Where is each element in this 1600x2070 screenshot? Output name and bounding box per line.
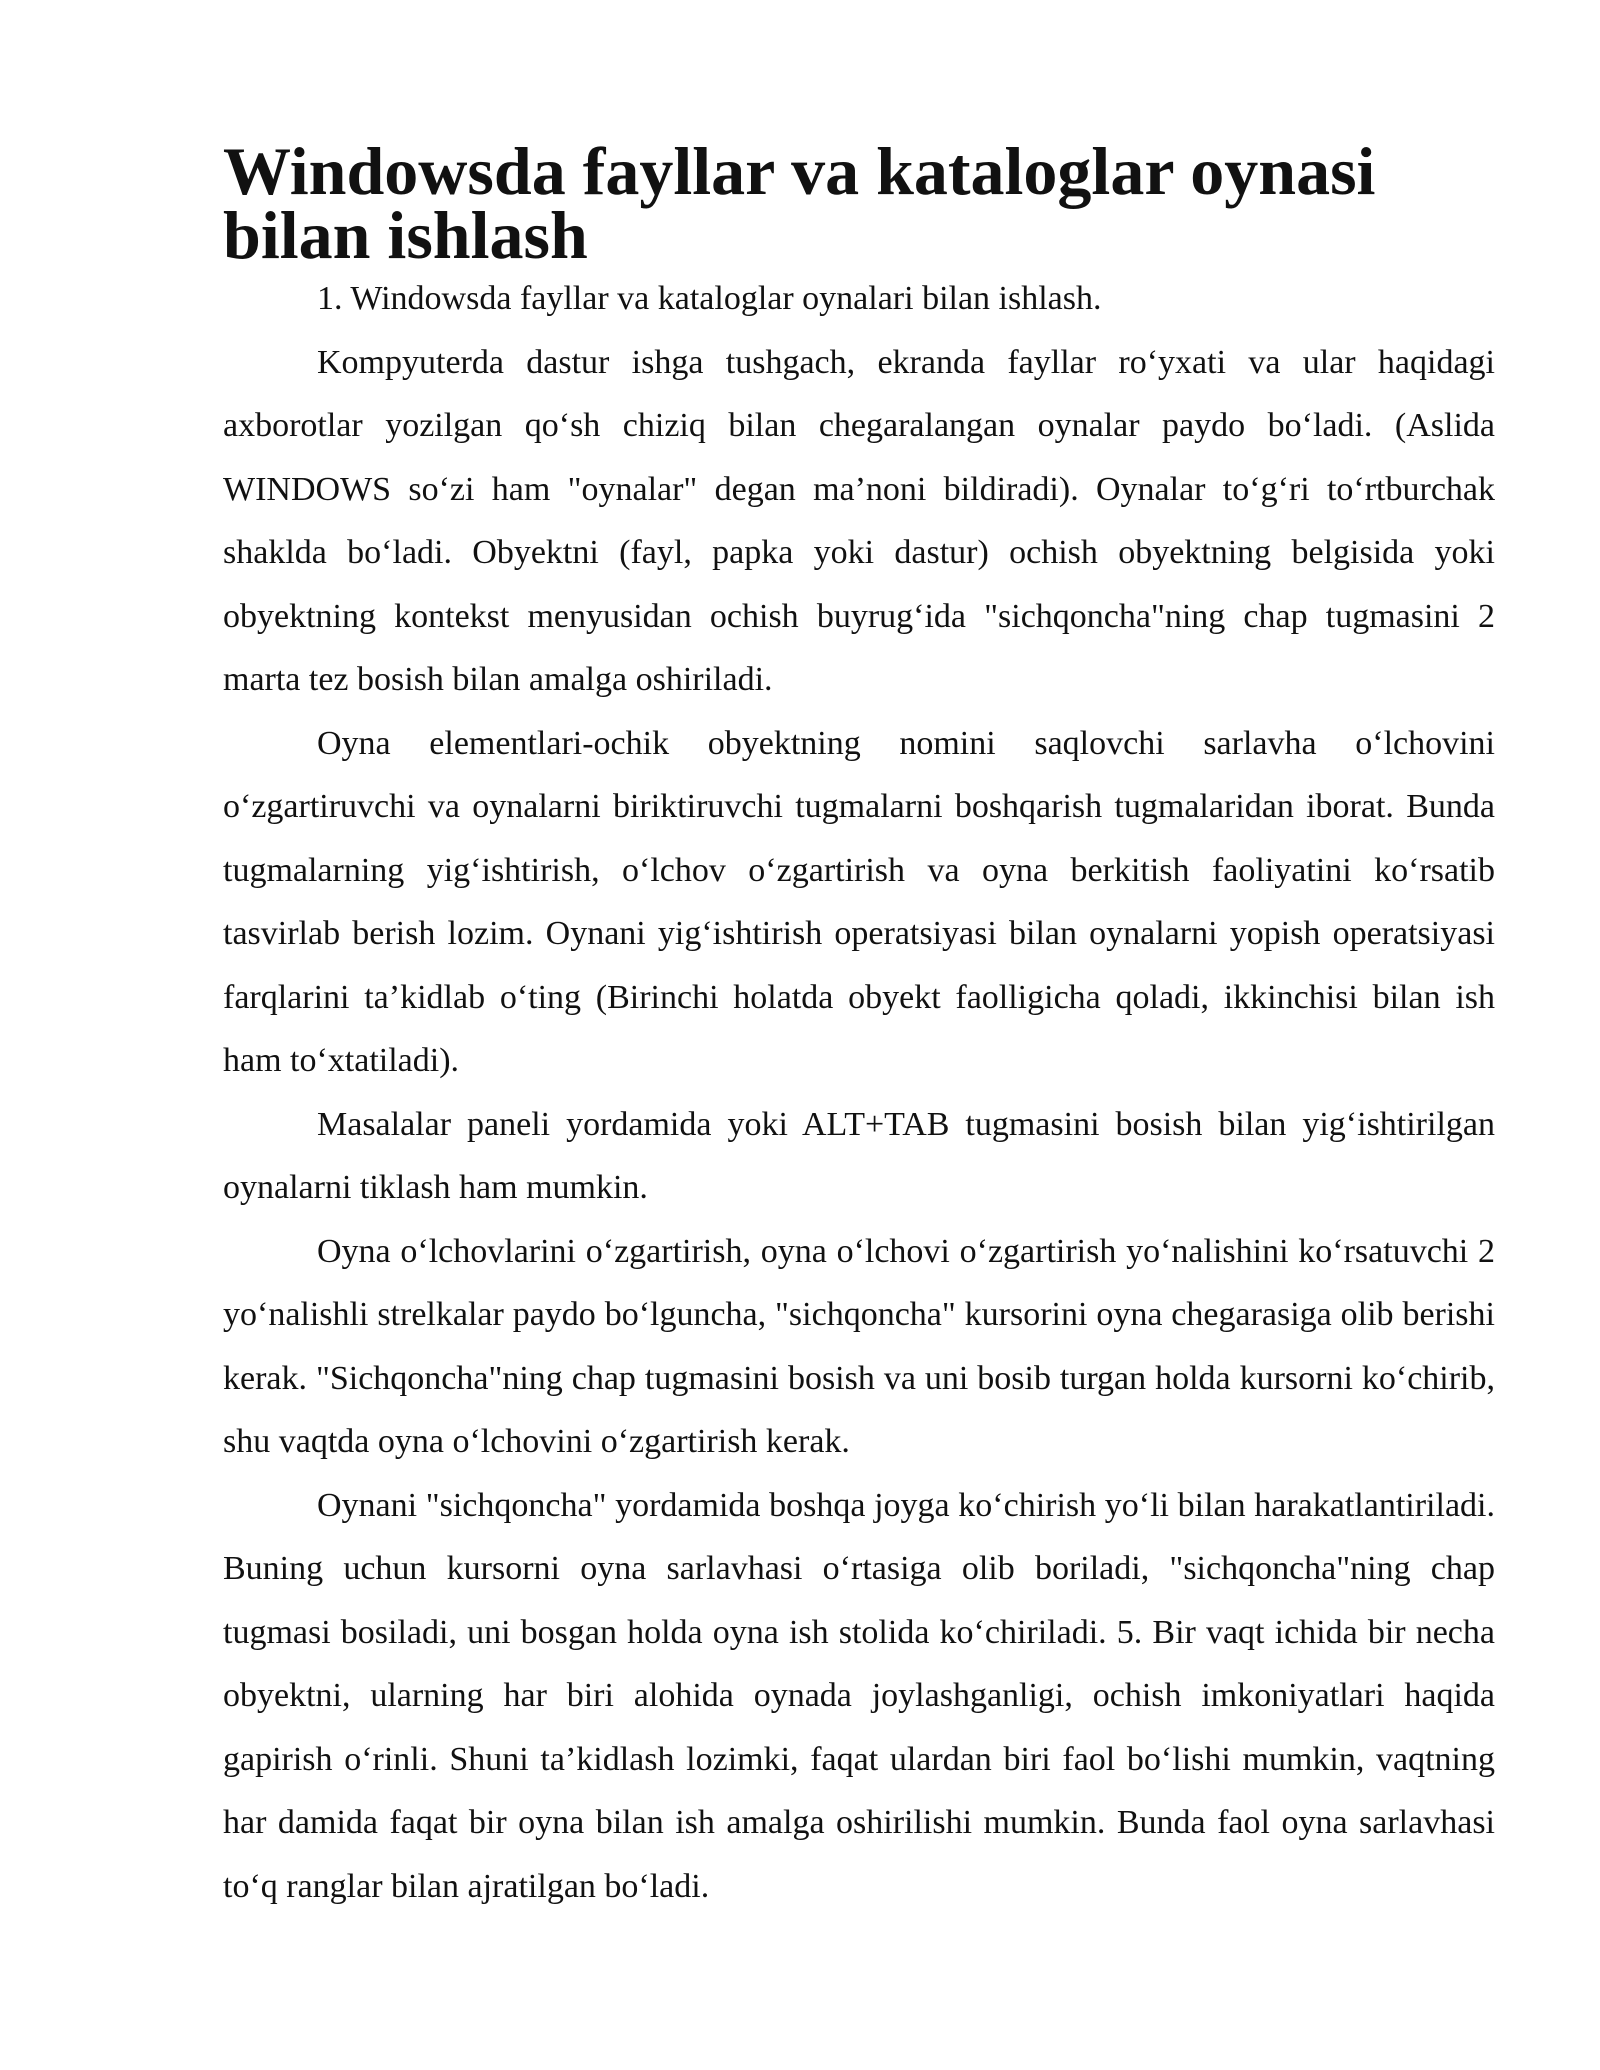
paragraph-resize-windows: Oyna o‘lchovlarini o‘zgartirish, oyna o‘lchovi o‘zgartirish yo‘nalishini ko‘rsatuvchi 2 yo‘nalishli strelkalar paydo bo‘lguncha, "sichqoncha" kursorini oyna chegarasiga olib berishi kerak. "Sichqoncha"ning chap tugmasini bosish va uni bosib turgan holda kursorni ko‘chirib, shu vaqtda oyna o‘lchovini o‘zgartirish kerak. <box>223 1232 1495 1460</box>
paragraph-restore-windows: Masalalar paneli yordamida yoki ALT+TAB tugmasini bosish bilan yig‘ishtirilgan oynalarni tiklash ham mumkin. <box>223 1105 1495 1206</box>
paragraph-move-windows: Oynani "sichqoncha" yordamida boshqa joyga ko‘chirish yo‘li bilan harakatlantiriladi. Buning uchun kursorni oyna sarlavhasi o‘rtasiga olib boriladi, "sichqoncha"ning chap tugmasi bosiladi, uni bosgan holda oyna ish stolida ko‘chiriladi. 5. Bir vaqt ichida bir necha obyektni, ularning har biri alohida oynada joylashganligi, ochish imkoniyatlari haqida gapirish o‘rinli. Shuni ta’kidlash lozimki, faqat ulardan biri faol bo‘lishi mumkin, vaqtning har damida faqat bir oyna bilan ish amalga oshirilishi mumkin. Bunda faol oyna sarlavhasi to‘q ranglar bilan ajratilgan bo‘ladi. <box>223 1486 1495 1905</box>
document-title: Windowsda fayllar va kataloglar oynasi bilan ishlash <box>223 133 1376 273</box>
paragraph-intro: Kompyuterda dastur ishga tushgach, ekranda fayllar ro‘yxati va ular haqidagi axborotlar yozilgan qo‘sh chiziq bilan chegaralangan oynalar paydo bo‘ladi. (Aslida WINDOWS so‘zi ham "oynalar" degan ma’noni bildiradi). Oynalar to‘g‘ri to‘rtburchak shaklda bo‘ladi. Obyektni (fayl, papka yoki dastur) ochish obyektning belgisida yoki obyektning kontekst menyusidan ochish buyrug‘ida "sichqoncha"ning chap tugmasini 2 marta tez bosish bilan amalga oshiriladi. <box>223 343 1495 698</box>
paragraph-section-heading: 1. Windowsda fayllar va kataloglar oynalari bilan ishlash. <box>317 280 1102 317</box>
document-body <box>223 133 1495 1918</box>
paragraph-window-elements: Oyna elementlari-ochik obyektning nomini saqlovchi sarlavha o‘lchovini o‘zgartiruvchi va oynalarni biriktiruvchi tugmalarni boshqarish tugmalaridan iborat. Bunda tugmalarning yig‘ishtirish, o‘lchov o‘zgartirish va oyna berkitish faoliyatini ko‘rsatib tasvirlab berish lozim. Oynani yig‘ishtirish operatsiyasi bilan oynalarni yopish operatsiyasi farqlarini ta’kidlab o‘ting (Birinchi holatda obyekt faolligicha qoladi, ikkinchisi bilan ish ham to‘xtatiladi). <box>223 724 1495 1079</box>
